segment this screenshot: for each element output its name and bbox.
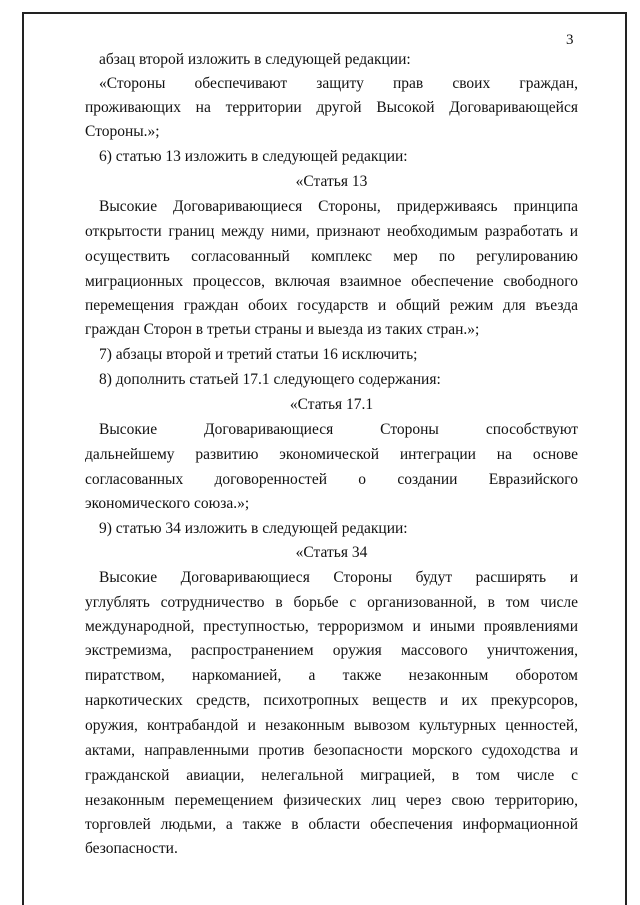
text-line: 6) статью 13 изложить в следующей редакции: <box>99 148 408 165</box>
text-line: углублять сотрудничество в борьбе с организованной, в том числе <box>85 594 578 611</box>
article-heading: «Статья 13 <box>295 173 368 190</box>
article-heading: «Статья 17.1 <box>289 396 374 413</box>
text-line: пиратством, наркоманией, а также незаконным оборотом <box>85 667 578 684</box>
text-line: незаконным перемещением физических лиц через свою территорию, <box>85 792 578 809</box>
text-line: осуществить согласованный комплекс мер по регулированию <box>85 248 578 265</box>
text-line: наркотических средств, психотропных веществ и их прекурсоров, <box>85 692 578 709</box>
text-line: 9) статью 34 изложить в следующей редакции: <box>99 520 408 537</box>
text-line: актами, направленными против безопасности морского судоходства и <box>85 742 578 759</box>
text-line: 7) абзацы второй и третий статьи 16 исключить; <box>99 346 418 363</box>
text-line: безопасности. <box>85 840 178 857</box>
text-line: экстремизма, распространением оружия массового уничтожения, <box>85 642 578 659</box>
text-line: гражданской авиации, нелегальной миграцией, в том числе с <box>85 767 578 784</box>
text-line: Высокие Договаривающиеся Стороны способствуют <box>99 421 578 438</box>
page-number: 3 <box>566 32 574 48</box>
text-line: перемещения граждан обоих государств и общий режим для въезда <box>85 297 578 314</box>
page-border-left <box>22 12 24 905</box>
text-line: 8) дополнить статьей 17.1 следующего содержания: <box>99 371 441 388</box>
text-line: граждан Сторон в третьи страны и выезда из таких стран.»; <box>85 321 480 338</box>
text-line: «Стороны обеспечивают защиту прав своих граждан, <box>99 75 578 92</box>
text-line: открытости границ между ними, признают необходимым разработать и <box>85 223 578 240</box>
text-line: торговлей людьми, а также в области обеспечения информационной <box>85 816 578 833</box>
text-line: экономического союза.»; <box>85 495 250 512</box>
text-line: оружия, контрабандой и незаконным вывозом культурных ценностей, <box>85 717 578 734</box>
text-line: Стороны.»; <box>85 123 160 140</box>
text-line: проживающих на территории другой Высокой Договаривающейся <box>85 99 578 116</box>
text-line: миграционных процессов, включая взаимное обеспечение свободного <box>85 273 578 290</box>
text-line: Высокие Договаривающиеся Стороны, придерживаясь принципа <box>99 198 578 215</box>
text-line: дальнейшему развитию экономической интеграции на основе <box>85 446 578 463</box>
text-line: Высокие Договаривающиеся Стороны будут расширять и <box>99 569 578 586</box>
article-heading: «Статья 34 <box>295 544 368 561</box>
page-border-top <box>22 12 627 14</box>
page-border-right <box>625 12 627 905</box>
text-line: абзац второй изложить в следующей редакции: <box>99 51 411 68</box>
text-line: согласованных договоренностей о создании Евразийского <box>85 471 578 488</box>
text-line: международной, преступностью, терроризмом и иными проявлениями <box>85 618 578 635</box>
